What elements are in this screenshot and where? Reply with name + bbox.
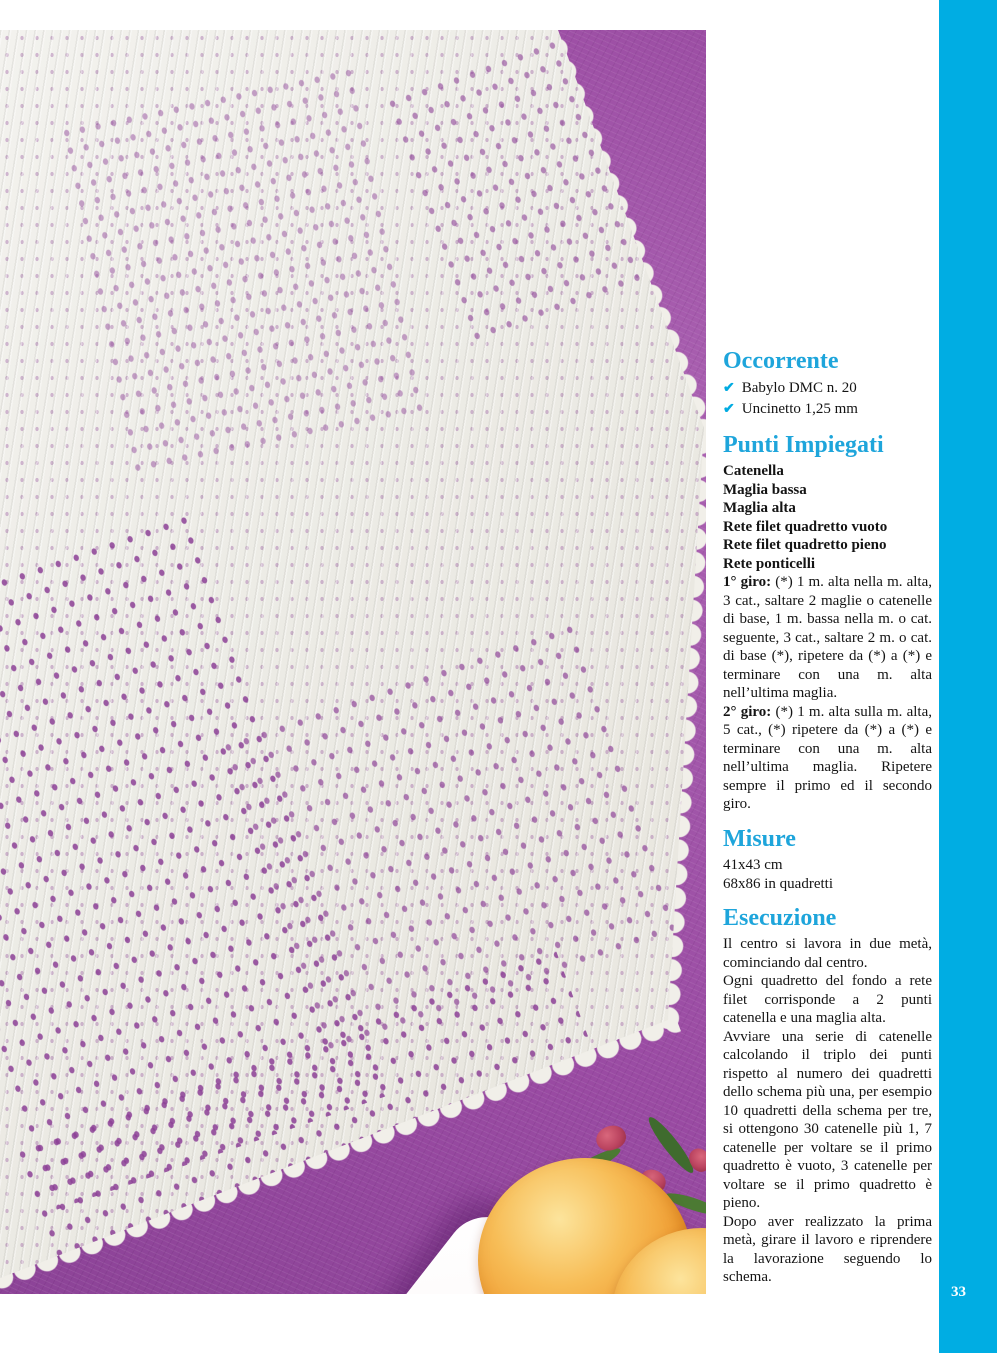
- stitch-name: Maglia alta: [723, 500, 796, 517]
- doily-photo: [0, 30, 706, 1294]
- instruction-paragraph: Il centro si lavora in due metà, cominciando dal centro.: [723, 936, 932, 971]
- check-icon: ✔: [723, 402, 735, 418]
- section-title-occorrente: Occorrente: [723, 348, 839, 374]
- round-text: (*) 1 m. alta sulla m. alta, 5 cat., (*) ripetere da (*) a (*) e terminare con una m. alta nell’ultima maglia. Ripetere sempre il primo ed il secondo giro.: [723, 703, 932, 813]
- checklist-item-label: Uncinetto 1,25 mm: [741, 401, 858, 418]
- checklist-item-label: Babylo DMC n. 20: [741, 380, 857, 397]
- check-icon: ✔: [723, 381, 735, 397]
- section-title-misure: Misure: [723, 825, 796, 852]
- round-label: 2° giro:: [723, 703, 772, 720]
- stitch-name: Rete filet quadretto vuoto: [723, 518, 888, 535]
- measurement-line: 41x43 cm: [723, 857, 783, 874]
- section-misure: [723, 827, 932, 893]
- stitch-name: Catenella: [723, 463, 784, 480]
- round-label: 1° giro:: [723, 574, 772, 591]
- round-instruction: [723, 573, 932, 703]
- measurement-line: 68x86 in quadretti: [723, 875, 833, 892]
- section-punti-impiegati: [723, 433, 932, 814]
- stitch-name: Rete filet quadretto pieno: [723, 537, 887, 554]
- round-instruction: [723, 703, 932, 814]
- section-title-punti-impiegati: Punti Impiegati: [723, 432, 884, 459]
- round-text: (*) 1 m. alta nella m. alta, 3 cat., saltare 2 maglie o catenelle di base, 1 m. bassa nella m. o cat. seguente, 3 cat., saltare 2 m. o cat. di base (*), ripetere da (*) a (*) e terminare con una m. alta nell’ultima maglia.: [723, 574, 933, 702]
- instruction-paragraph: Avviare una serie di catenelle calcolando il triplo dei punti rispetto al numero dei quadretti dello schema più una, per esempio 10 quadretti della schema per tre, si ottengono 30 catenelle più 1, 7 catenelle per voltare se il primo quadretto è vuoto, 3 catenelle per voltare se il primo quadretto è pieno.: [723, 1028, 932, 1212]
- stitch-name: Maglia bassa: [723, 481, 807, 498]
- page-number: 33: [951, 1284, 966, 1300]
- section-esecuzione: [723, 906, 932, 1287]
- instruction-paragraph: Dopo aver realizzato la prima metà, girare il lavoro e riprendere la lavorazione seguendo lo schema.: [723, 1213, 932, 1286]
- checklist-item: [723, 399, 932, 420]
- instructions-column: [723, 349, 932, 1287]
- filet-mesh-area: [56, 63, 424, 478]
- checklist-item: [723, 378, 932, 399]
- instruction-paragraph: Ogni quadretto del fondo a rete filet corrisponde a 2 punti catenella e una maglia alta.: [723, 973, 932, 1027]
- stitch-name: Rete ponticelli: [723, 555, 816, 572]
- page-edge-band: [939, 0, 997, 1353]
- section-title-esecuzione: Esecuzione: [723, 905, 837, 932]
- section-occorrente: [723, 349, 932, 420]
